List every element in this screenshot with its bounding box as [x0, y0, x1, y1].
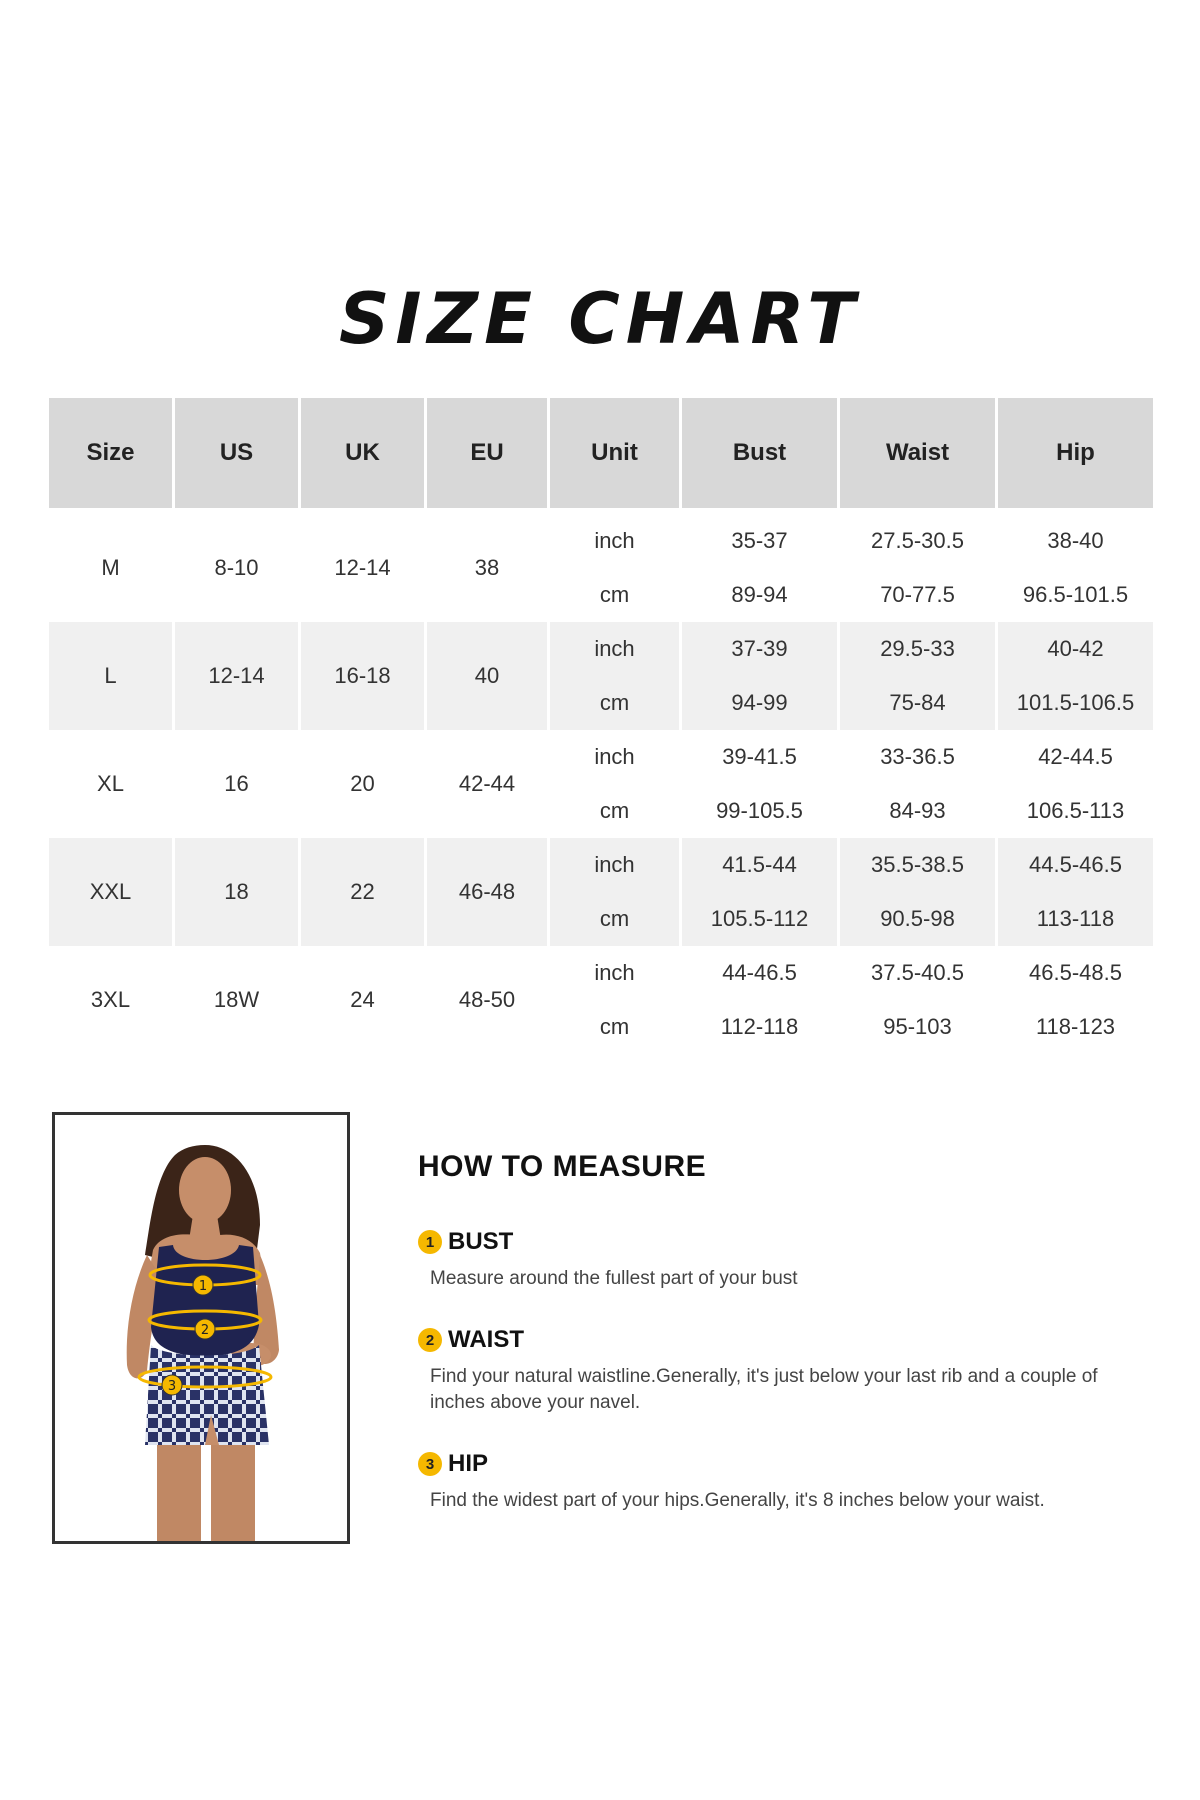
step-hip — [418, 1450, 1138, 1514]
eu-cell: 42-44 — [458, 771, 516, 796]
eu-cell: 48-50 — [458, 987, 516, 1012]
waist-cell: 70-77.5 — [880, 582, 955, 607]
step-title: BUST — [448, 1228, 514, 1255]
size-cell: L — [49, 622, 172, 730]
unit-cell: inch — [550, 838, 679, 892]
eu-cell: 38 — [474, 555, 500, 580]
waist-cell: 29.5-33 — [840, 622, 995, 676]
waist-cell: 75-84 — [840, 676, 995, 730]
table-row — [49, 622, 1153, 676]
table-row — [49, 514, 1153, 568]
eu-cell: 46-48 — [427, 838, 547, 946]
svg-text:1: 1 — [198, 1279, 208, 1294]
number-1-badge-icon: 1 — [418, 1230, 442, 1254]
header-unit: Unit — [550, 398, 679, 508]
hip-cell: 42-44.5 — [1038, 744, 1113, 769]
size-cell: M — [101, 555, 120, 580]
model-photo-frame — [52, 1112, 350, 1544]
us-cell: 12-14 — [175, 622, 298, 730]
hip-cell: 113-118 — [998, 892, 1153, 946]
header-hip: Hip — [998, 398, 1153, 508]
waist-cell: 90.5-98 — [840, 892, 995, 946]
table-row — [49, 946, 1153, 1000]
size-cell: 3XL — [90, 987, 131, 1012]
bust-cell: 99-105.5 — [716, 798, 803, 823]
hip-cell: 101.5-106.5 — [998, 676, 1153, 730]
header-waist: Waist — [840, 398, 995, 508]
bust-marker-icon — [193, 1275, 213, 1295]
page-title: SIZE CHART — [338, 278, 862, 360]
us-cell: 8-10 — [214, 555, 259, 580]
number-3-badge-icon: 3 — [418, 1452, 442, 1476]
unit-cell: cm — [550, 676, 679, 730]
table-row — [49, 838, 1153, 892]
bust-cell: 105.5-112 — [682, 892, 837, 946]
table-header-row — [49, 398, 1153, 508]
bust-cell: 112-118 — [720, 1014, 799, 1039]
us-cell: 18W — [213, 987, 260, 1012]
unit-cell: cm — [599, 582, 630, 607]
hip-cell: 96.5-101.5 — [1022, 582, 1129, 607]
size-cell: XL — [97, 771, 124, 796]
step-title: HIP — [448, 1450, 489, 1477]
unit-cell: cm — [599, 1014, 630, 1039]
us-cell: 16 — [224, 771, 249, 796]
header-eu: EU — [427, 398, 547, 508]
bust-cell: 39-41.5 — [722, 744, 797, 769]
waist-cell: 27.5-30.5 — [871, 528, 964, 553]
unit-cell: cm — [599, 798, 630, 823]
waist-cell: 84-93 — [889, 798, 946, 823]
bust-cell: 89-94 — [731, 582, 788, 607]
unit-cell: inch — [594, 744, 635, 769]
step-title: WAIST — [448, 1326, 524, 1353]
hip-marker-icon — [162, 1375, 182, 1395]
waist-cell: 37.5-40.5 — [871, 960, 964, 985]
step-waist — [418, 1326, 1138, 1416]
step-bust — [418, 1228, 1138, 1292]
waist-marker-icon — [195, 1319, 215, 1339]
number-2-badge-icon: 2 — [418, 1328, 442, 1352]
waist-cell: 95-103 — [883, 1014, 952, 1039]
bust-cell: 35-37 — [731, 528, 788, 553]
us-cell: 18 — [175, 838, 298, 946]
how-to-measure-heading: HOW TO MEASURE — [418, 1150, 707, 1183]
model-illustration — [55, 1115, 347, 1541]
hip-cell: 40-42 — [998, 622, 1153, 676]
bust-cell: 37-39 — [682, 622, 837, 676]
step-description: Find your natural waistline.Generally, it's just below your last rib and a couple of inches above your navel. — [430, 1366, 1098, 1413]
unit-cell: cm — [550, 892, 679, 946]
uk-cell: 24 — [350, 987, 375, 1012]
waist-cell: 35.5-38.5 — [840, 838, 995, 892]
step-description: Measure around the fullest part of your bust — [430, 1268, 798, 1289]
hip-cell: 44.5-46.5 — [998, 838, 1153, 892]
size-table — [46, 398, 1156, 1054]
uk-cell: 20 — [350, 771, 375, 796]
how-to-measure-section — [418, 1150, 1138, 1548]
header-uk: UK — [301, 398, 424, 508]
waist-cell: 33-36.5 — [880, 744, 955, 769]
step-description: Find the widest part of your hips.Generally, it's 8 inches below your waist. — [430, 1490, 1045, 1511]
size-cell: XXL — [49, 838, 172, 946]
hip-cell: 38-40 — [1047, 528, 1104, 553]
hip-cell: 46.5-48.5 — [1029, 960, 1122, 985]
unit-cell: inch — [550, 622, 679, 676]
bust-cell: 41.5-44 — [682, 838, 837, 892]
uk-cell: 12-14 — [334, 555, 391, 580]
hip-cell: 106.5-113 — [1026, 798, 1125, 823]
svg-text:3: 3 — [167, 1379, 177, 1394]
uk-cell: 16-18 — [301, 622, 424, 730]
unit-cell: inch — [594, 528, 635, 553]
hip-cell: 118-123 — [1035, 1014, 1116, 1039]
eu-cell: 40 — [427, 622, 547, 730]
svg-text:2: 2 — [200, 1323, 210, 1338]
bust-cell: 44-46.5 — [722, 960, 797, 985]
unit-cell: inch — [594, 960, 635, 985]
bust-cell: 94-99 — [682, 676, 837, 730]
table-row — [49, 730, 1153, 784]
header-us: US — [175, 398, 298, 508]
header-bust: Bust — [682, 398, 837, 508]
uk-cell: 22 — [301, 838, 424, 946]
header-size: Size — [49, 398, 172, 508]
